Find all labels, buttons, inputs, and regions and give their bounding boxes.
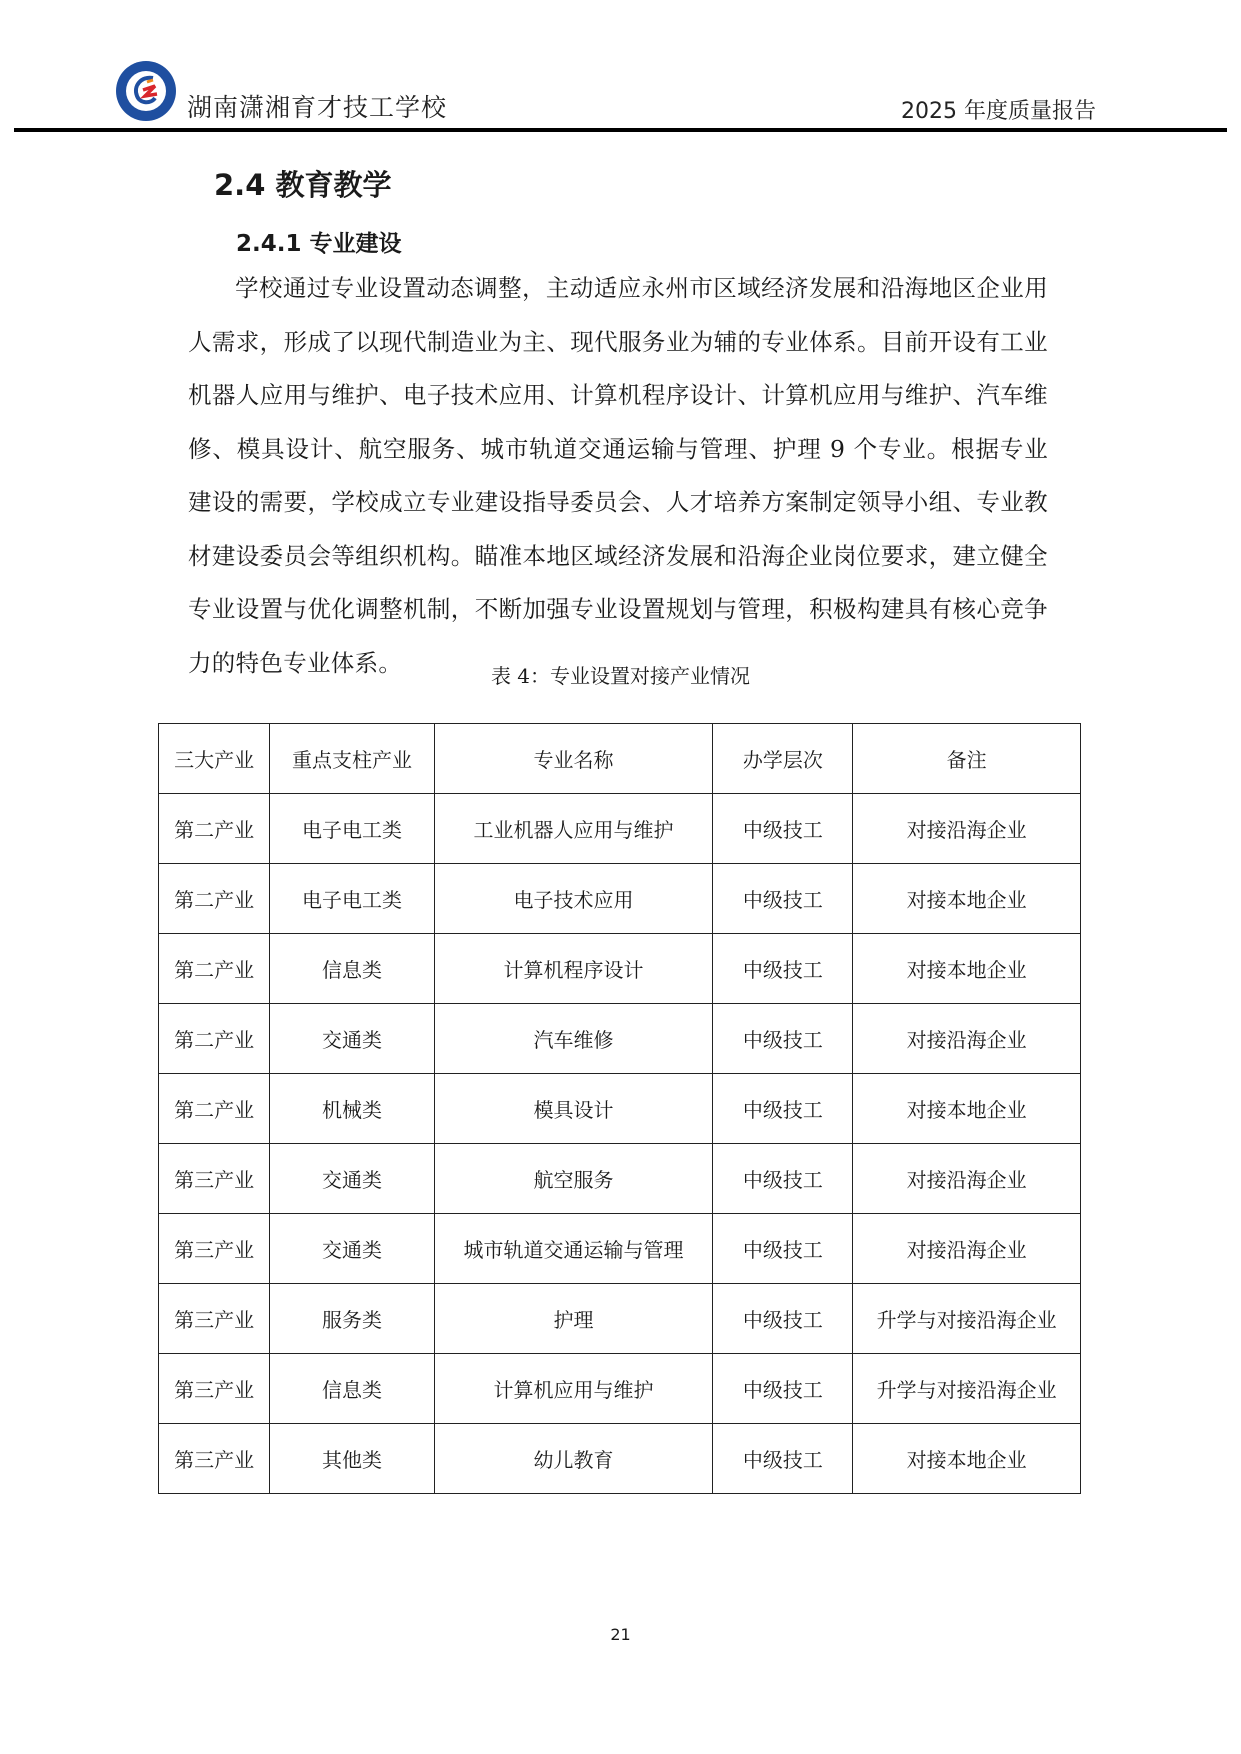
body-paragraph: 学校通过专业设置动态调整，主动适应永州市区域经济发展和沿海地区企业用人需求，形成了以现代制造业为主、现代服务业为辅的专业体系。目前开设有工业机器人应用与维护、电子技术应用、计算机程序设计、计算机应用与维护、汽车维修、模具设计、航空服务、城市轨道交通运输与管理、护理 9 个专业。根据专业建设的需要，学校成立专业建设指导委员会、人才培养方案制定领导小组、专业教材建设委员会等组织机构。瞄准本地区域经济发展和沿海企业岗位要求，建立健全专业设置与优化调整机制，不断加强专业设置规划与管理，积极构建具有核心竞争力的特色专业体系。 [188, 274, 1048, 677]
header-cell: 三大产业 [159, 724, 270, 794]
table-row [159, 864, 1081, 934]
table-header-row [159, 724, 1081, 794]
table-cell: 中级技工 [713, 934, 853, 1004]
table-row [159, 1354, 1081, 1424]
table-cell: 中级技工 [713, 794, 853, 864]
table-cell: 信息类 [270, 1354, 434, 1424]
school-name: 湖南潇湘育才技工学校 [187, 93, 448, 122]
table-cell: 中级技工 [713, 1284, 853, 1354]
table-cell: 对接沿海企业 [853, 1214, 1081, 1284]
table-cell: 中级技工 [713, 1074, 853, 1144]
table-cell: 对接沿海企业 [853, 1004, 1081, 1074]
table-cell: 中级技工 [713, 1004, 853, 1074]
table-cell: 对接沿海企业 [853, 794, 1081, 864]
table-cell: 中级技工 [713, 1424, 853, 1494]
table-cell: 中级技工 [713, 864, 853, 934]
table-cell: 中级技工 [713, 1354, 853, 1424]
table-row [159, 1004, 1081, 1074]
table-cell: 航空服务 [434, 1144, 713, 1214]
report-title: 2025 年度质量报告 [901, 99, 1096, 124]
table-cell: 计算机应用与维护 [434, 1354, 713, 1424]
table-cell: 服务类 [270, 1284, 434, 1354]
header-cell: 备注 [853, 724, 1081, 794]
table-cell: 机械类 [270, 1074, 434, 1144]
table-cell: 第二产业 [159, 1074, 270, 1144]
table-cell: 电子电工类 [270, 864, 434, 934]
table-cell: 城市轨道交通运输与管理 [434, 1214, 713, 1284]
subsection-heading: 2.4.1 专业建设 [236, 231, 402, 257]
header-cell: 办学层次 [713, 724, 853, 794]
table-cell: 其他类 [270, 1424, 434, 1494]
table-row [159, 1074, 1081, 1144]
table-cell: 汽车维修 [434, 1004, 713, 1074]
table-cell: 第三产业 [159, 1424, 270, 1494]
table-row [159, 794, 1081, 864]
table-cell: 中级技工 [713, 1214, 853, 1284]
table-row [159, 1144, 1081, 1214]
table-cell: 信息类 [270, 934, 434, 1004]
table-cell: 对接本地企业 [853, 934, 1081, 1004]
table-cell: 第三产业 [159, 1354, 270, 1424]
table-cell: 模具设计 [434, 1074, 713, 1144]
page-header [0, 0, 1241, 135]
table-cell: 第三产业 [159, 1144, 270, 1214]
table-row [159, 934, 1081, 1004]
table-cell: 第二产业 [159, 934, 270, 1004]
table-cell: 第三产业 [159, 1214, 270, 1284]
table-cell: 对接本地企业 [853, 864, 1081, 934]
table-caption: 表 4：专业设置对接产业情况 [490, 664, 751, 688]
table-row [159, 1214, 1081, 1284]
table-cell: 交通类 [270, 1004, 434, 1074]
page-number: 21 [610, 1625, 631, 1644]
table-cell: 电子技术应用 [434, 864, 713, 934]
table-cell: 升学与对接沿海企业 [853, 1284, 1081, 1354]
table-cell: 第三产业 [159, 1284, 270, 1354]
table-cell: 交通类 [270, 1144, 434, 1214]
table-row [159, 1424, 1081, 1494]
table-cell: 幼儿教育 [434, 1424, 713, 1494]
table-cell: 交通类 [270, 1214, 434, 1284]
table-cell: 对接本地企业 [853, 1074, 1081, 1144]
table-cell: 工业机器人应用与维护 [434, 794, 713, 864]
table-cell: 升学与对接沿海企业 [853, 1354, 1081, 1424]
header-divider [14, 128, 1227, 132]
header-cell: 重点支柱产业 [270, 724, 434, 794]
table-cell: 对接本地企业 [853, 1424, 1081, 1494]
table-cell: 电子电工类 [270, 794, 434, 864]
table-cell: 护理 [434, 1284, 713, 1354]
school-emblem-icon [115, 60, 177, 122]
table-cell: 第二产业 [159, 794, 270, 864]
header-cell: 专业名称 [434, 724, 713, 794]
table-cell: 中级技工 [713, 1144, 853, 1214]
major-industry-table [158, 723, 1081, 1494]
section-heading: 2.4 教育教学 [214, 168, 392, 202]
table-cell: 计算机程序设计 [434, 934, 713, 1004]
table-row [159, 1284, 1081, 1354]
table-cell: 对接沿海企业 [853, 1144, 1081, 1214]
table-cell: 第二产业 [159, 1004, 270, 1074]
table-cell: 第二产业 [159, 864, 270, 934]
